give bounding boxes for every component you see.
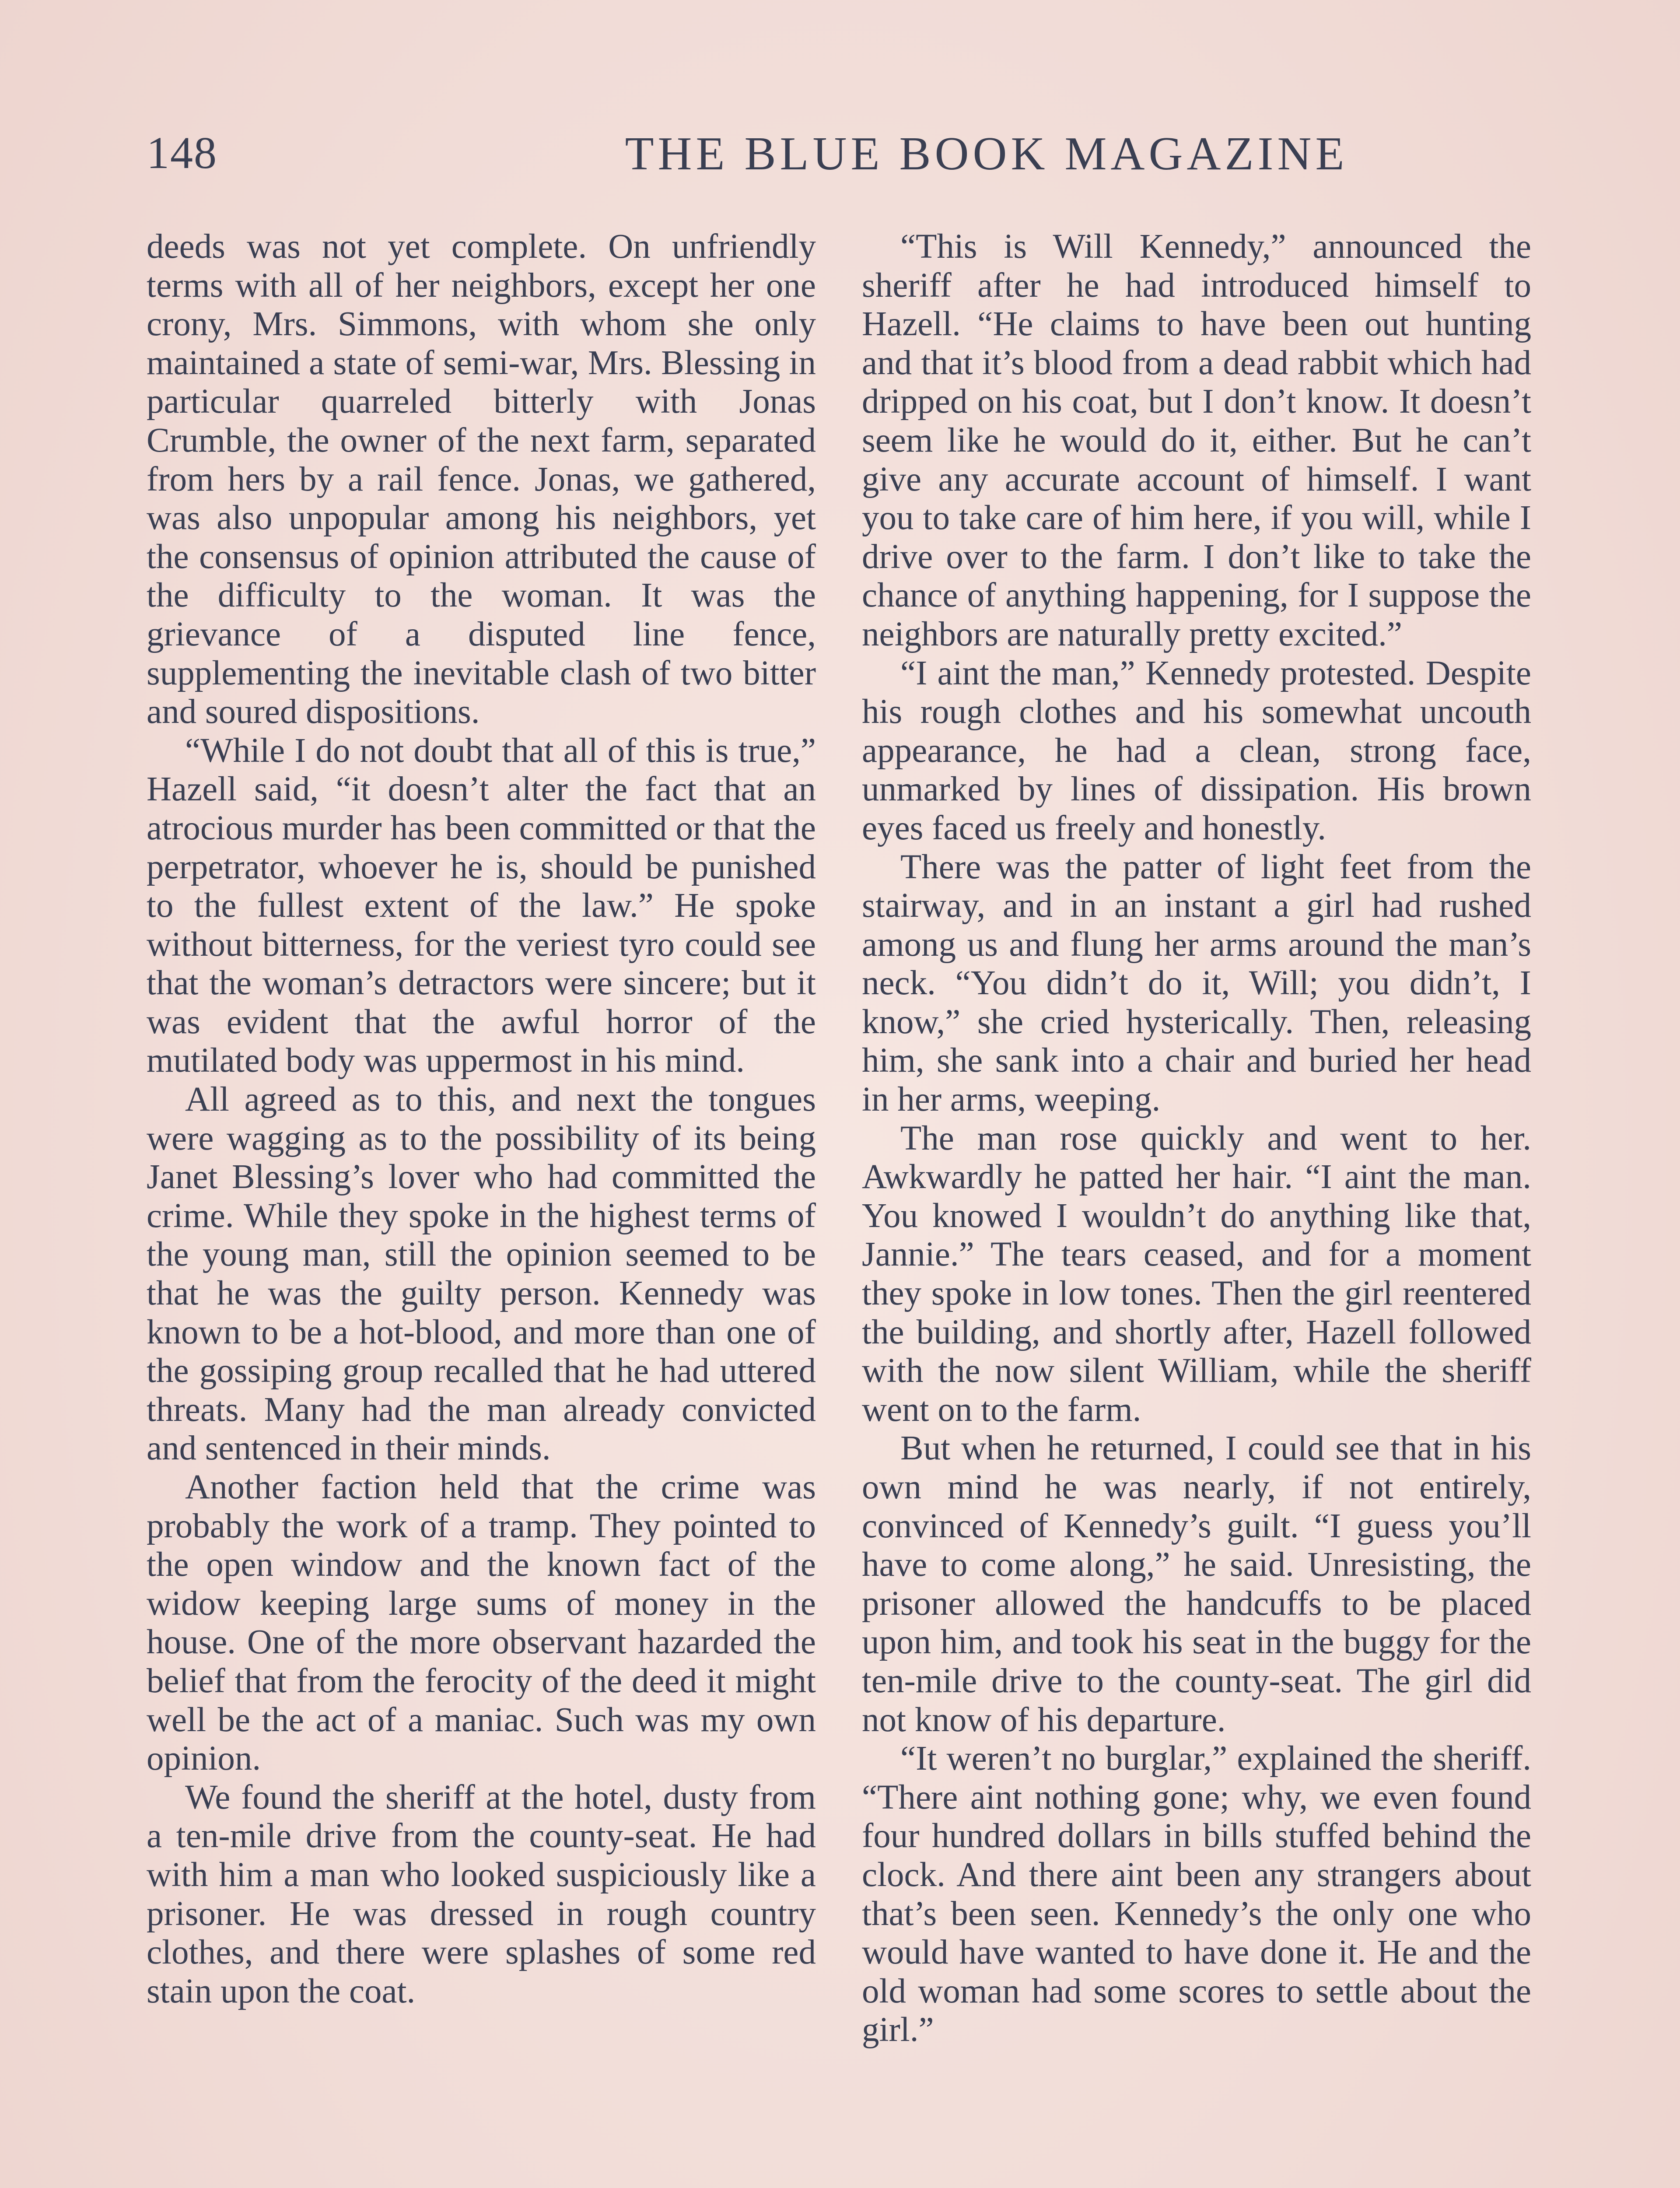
page-number: 148: [147, 128, 217, 178]
paragraph: “This is Will Kennedy,” announced the sheriff after he had introduced himself to Hazell. “He claims to have been out hunting and that it’s blood from a dead rabbit which had dripped on his coat, but I don’t know. It doesn’t seem like he would do it, either. But he can’t give any accurate account of himself. I want you to take care of him here, if you will, while I drive over to the farm. I don’t like to take the chance of anything happening, for I suppose the neighbors are naturally pretty excited.”: [862, 228, 1531, 653]
paragraph: The man rose quickly and went to her. Awkwardly he patted her hair. “I aint the man. You knowed I wouldn’t do anything like that, Jannie.” The tears ceased, and for a moment they spoke in low tones. Then the girl reentered the building, and shortly after, Hazell followed with the now silent William, while the sheriff went on to the farm.: [862, 1119, 1531, 1429]
paragraph: deeds was not yet complete. On unfriendly terms with all of her neighbors, except her one crony, Mrs. Simmons, with whom she only maintained a state of semi-war, Mrs. Blessing in particular quarreled bitterly with Jonas Crumble, the owner of the next farm, separated from hers by a rail fence. Jonas, we gathered, was also unpopular among his neighbors, yet the consensus of opinion attributed the cause of the difficulty to the woman. It was the grievance of a disputed line fence, supplementing the inevitable clash of two bitter and soured dispositions.: [147, 228, 816, 731]
page-header: [147, 127, 1542, 193]
paragraph: All agreed as to this, and next the tongues were wagging as to the possibility of its being Janet Blessing’s lover who had committed the crime. While they spoke in the highest terms of the young man, still the opinion seemed to be that he was the guilty person. Kennedy was known to be a hot-blood, and more than one of the gossiping group recalled that he had uttered threats. Many had the man already convicted and sentenced in their minds.: [147, 1080, 816, 1468]
paragraph: Another faction held that the crime was probably the work of a tramp. They pointed to the open window and the known fact of the widow keeping large sums of money in the house. One of the more observant hazarded the belief that from the ferocity of the deed it might well be the act of a maniac. Such was my own opinion.: [147, 1468, 816, 1778]
paragraph: There was the patter of light feet from the stairway, and in an instant a girl had rushed among us and flung her arms around the man’s neck. “You didn’t do it, Will; you didn’t, I know,” she cried hysterically. Then, releasing him, she sank into a chair and buried her head in her arms, weeping.: [862, 848, 1531, 1119]
paragraph: “It weren’t no burglar,” explained the sheriff. “There aint nothing gone; why, we even found four hundred dollars in bills stuffed behind the clock. And there aint been any strangers about that’s been seen. Kennedy’s the only one who would have wanted to have done it. He and the old woman had some scores to settle about the girl.”: [862, 1739, 1531, 2049]
running-title: THE BLUE BOOK MAGAZINE: [625, 128, 1348, 180]
paragraph: But when he returned, I could see that in his own mind he was nearly, if not entirely, convinced of Kennedy’s guilt. “I guess you’ll have to come along,” he said. Unresisting, the prisoner allowed the handcuffs to be placed upon him, and took his seat in the buggy for the ten-mile drive to the county-seat. The girl did not know of his departure.: [862, 1429, 1531, 1739]
left-column: [147, 228, 816, 2188]
paragraph: “While I do not doubt that all of this is true,” Hazell said, “it doesn’t alter the fact that an atrocious murder has been committed or that the perpetrator, whoever he is, should be punished to the fullest extent of the law.” He spoke without bitterness, for the veriest tyro could see that the woman’s detractors were sincere; but it was evident that the awful horror of the mutilated body was uppermost in his mind.: [147, 731, 816, 1080]
paragraph: We found the sheriff at the hotel, dusty from a ten-mile drive from the county-seat. He had with him a man who looked suspiciously like a prisoner. He was dressed in rough country clothes, and there were splashes of some red stain upon the coat.: [147, 1778, 816, 2010]
right-column: [862, 228, 1531, 2188]
paragraph: “I aint the man,” Kennedy protested. Despite his rough clothes and his somewhat uncouth appearance, he had a clean, strong face, unmarked by lines of dissipation. His brown eyes faced us freely and honestly.: [862, 654, 1531, 847]
